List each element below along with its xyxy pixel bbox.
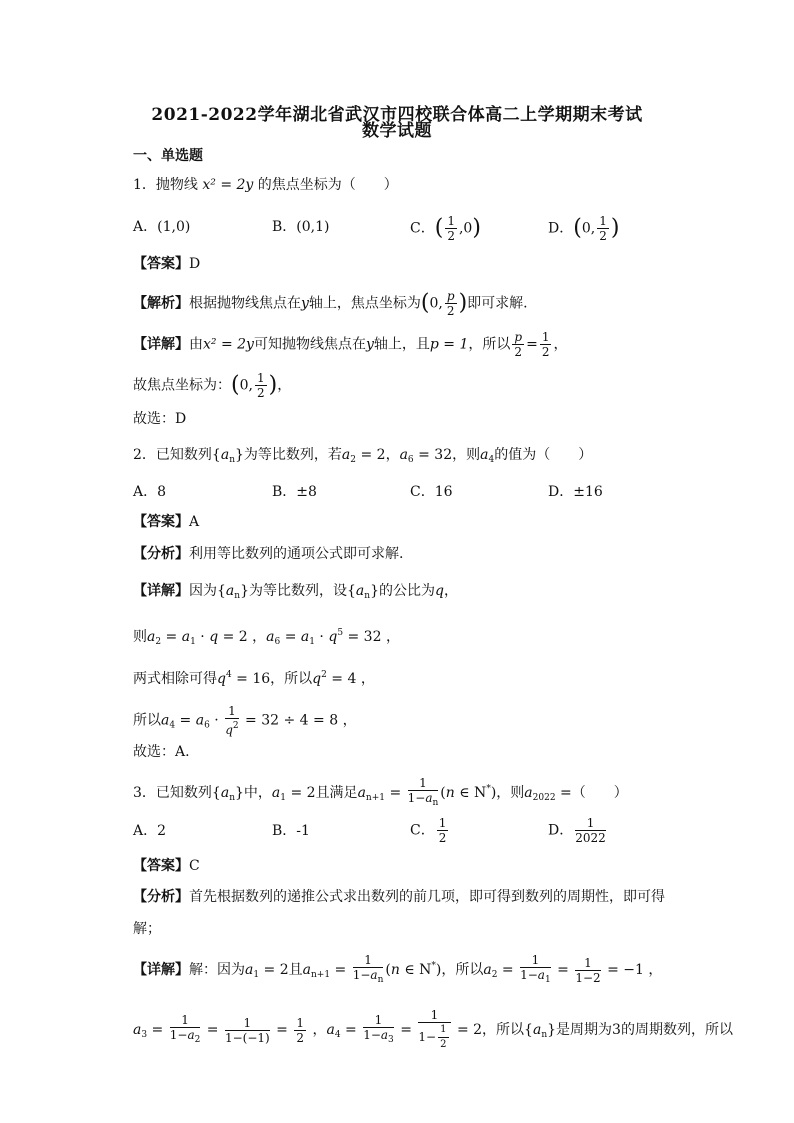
q3-analysis-tag: 【分析】: [133, 889, 189, 905]
q3-answer-value: C: [189, 858, 200, 874]
q2-stem-text-a: 2．已知数列: [133, 447, 212, 463]
q3-detail-end2: 是周期为3的周期数列，所以: [556, 1022, 733, 1038]
q1-analysis-y: y: [301, 295, 309, 312]
q2-detail-text-b: 为等比数列，设: [249, 583, 347, 599]
q2-option-a: A．8: [133, 484, 167, 500]
q2-so-text: 所以: [133, 712, 161, 729]
q3-detail-text-c: ，所以: [441, 962, 484, 978]
q1-choose: 故选：D: [133, 411, 187, 427]
q1-option-d-label: D．: [548, 220, 574, 237]
section-heading: 一、单选题: [133, 148, 203, 164]
q2-stem-text-d: ，则: [452, 447, 481, 463]
q3-option-c: C． $\frac{1}{2}$: [410, 816, 447, 845]
q2-stem-text-c: ，: [385, 447, 400, 463]
q1-detail-text-c: 轴上，且: [373, 336, 430, 353]
q3-stem-text-b: 中，: [243, 785, 272, 801]
q3-stem-text-a: 3．已知数列: [133, 785, 212, 801]
q1-option-c-label: C．: [410, 220, 435, 237]
q1-stem: [133, 174, 398, 196]
q3-detail-tag: 【详解】: [133, 962, 189, 978]
q3-detail-text-a: 解：因为: [189, 962, 245, 978]
q1-analysis-tag: 【解析】: [133, 295, 189, 312]
q3-stem-text-e: =（ ）: [560, 785, 628, 801]
q3-detail-text-b: 且: [288, 962, 303, 978]
doc-subtitle: [0, 116, 794, 141]
q3-option-d-label: D．: [548, 822, 574, 839]
q2-so: 所以$a_4 = a_6$ · $\frac{1}{q^2}$ = 32 ÷ 4 = 8 ，: [133, 704, 357, 737]
q2-stem-text-e: 的值为（ ）: [494, 447, 593, 463]
q1-detail-text-d: ，所以: [468, 336, 511, 353]
q2-then: 则$a_2 = a_1 \cdot q = 2$ ，$a_6 = a_1 \cdot q^5 = 32$ ，: [133, 628, 400, 647]
q2-then-text: 则: [133, 629, 147, 645]
q2-analysis-text: 利用等比数列的通项公式即可求解.: [189, 546, 404, 562]
q1-detail-y: y: [365, 336, 374, 353]
q3-option-b: B．-1: [272, 823, 310, 839]
q3-analysis: [133, 886, 665, 908]
q2-detail-text-c: 的公比为: [379, 583, 435, 599]
q2-divide-text-b: ，所以: [270, 671, 313, 687]
q1-detail: 【详解】由x² = 2y可知抛物线焦点在y轴上，且p = 1，所以 $\frac{p}{2}$ = $\frac{1}{2}$ ，: [133, 330, 568, 359]
q2-stem-text-b: 为等比数列，若: [243, 447, 342, 463]
q1-option-a-label: A．: [133, 219, 158, 235]
q3-detail-cont: $a_3$ = $\frac{1}{1-a_2}$ = $\frac{1}{1-(-1)}$ = $\frac{1}{2}$ ，$a_4$ = $\frac{1}{1-a_3}$ = 1 1− $\frac{1}{2}$ = 2，所以$\{a_n\}$是周期为3的周期数列，所以: [133, 1008, 733, 1050]
q2-divide-text-a: 两式相除可得: [133, 671, 217, 687]
q3-answer-tag: 【答案】: [133, 858, 189, 874]
doc-title: 2021-2022学年湖北省武汉市四校联合体高二上学期期末考试: [151, 105, 643, 125]
q2-choose: 故选：A.: [133, 744, 190, 760]
q1-detail-equation: x² = 2y: [203, 336, 254, 353]
subtitle-text: 数学试题: [362, 121, 432, 141]
q1-answer: [133, 253, 200, 275]
q1-option-c: C．( $\frac{1}{2}$ ,0): [410, 214, 481, 243]
q1-stem-equation: x² = 2y: [202, 177, 254, 193]
q1-stem-text-b: 的焦点坐标为（ ）: [257, 177, 398, 193]
q2-stem: 2．已知数列$\{a_n\}$为等比数列，若$a_2 = 2$，$a_6 = 32$，则$a_4$的值为（ ）: [133, 447, 593, 465]
q1-stem-text-a: 1．抛物线: [133, 177, 198, 193]
q3-option-c-label: C．: [410, 822, 435, 839]
q3-stem-text-c: 且满足: [315, 785, 358, 801]
q3-option-a: A．2: [133, 823, 167, 839]
q3-stem-text-d: ，则: [496, 785, 525, 801]
q2-option-d: D．±16: [548, 484, 603, 500]
q1-detail-text-b: 可知抛物线焦点在: [253, 336, 366, 353]
q3-analysis-cont: 解；: [133, 921, 161, 937]
q3-analysis-text-1: 首先根据数列的递推公式求出数列的前几项，即可得到数列的周期性，即可得: [189, 889, 665, 905]
q3-detail: 【详解】解：因为$a_1 = 2$且$a_{n+1}$ = $\frac{1}{1-a_n}$ (n ∈ N*)，所以$a_2$ = $\frac{1}{1-a_1}$ = $\frac{1}{1-2}$ = −1 ，: [133, 953, 663, 985]
q1-option-d: D．(0, $\frac{1}{2}$ ): [548, 214, 620, 243]
q2-answer-tag: 【答案】: [133, 514, 189, 530]
q3-stem: 3．已知数列$\{a_n\}$中，$a_1 = 2$且满足$a_{n+1}$ = $\frac{1}{1-a_n}$ (n ∈ N*)，则$a_{2022}$ =（ ）: [133, 776, 628, 808]
q2-analysis: [133, 543, 403, 565]
q2-detail-text-a: 因为: [189, 583, 217, 599]
q1-option-a: [133, 216, 190, 238]
q1-focus: 故焦点坐标为：(0, $\frac{1}{2}$ )，: [133, 371, 292, 400]
q1-option-b-label: B．: [272, 219, 297, 235]
q2-answer: [133, 511, 199, 533]
q1-option-b-value: (0,1): [296, 219, 330, 235]
q2-detail: 【详解】因为$\{a_n\}$为等比数列，设$\{a_n\}$的公比为q，: [133, 583, 458, 601]
q2-detail-tag: 【详解】: [133, 583, 189, 599]
q1-answer-value: D: [189, 256, 201, 272]
q1-analysis-text-b: 轴上，焦点坐标为: [308, 295, 421, 312]
q2-analysis-tag: 【分析】: [133, 546, 189, 562]
q1-option-b: [272, 216, 330, 238]
q3-option-d: D． $\frac{1}{2022}$: [548, 816, 606, 845]
q1-detail-text-a: 由: [189, 336, 203, 353]
q1-option-a-value: (1,0): [157, 219, 191, 235]
q1-detail-p: p = 1: [429, 336, 469, 353]
q3-answer: [133, 855, 200, 877]
q1-focus-text: 故焦点坐标为：: [133, 377, 231, 394]
q3-detail-end: ，所以: [482, 1022, 525, 1038]
q1-analysis-text-a: 根据抛物线焦点在: [189, 295, 301, 312]
q1-answer-tag: 【答案】: [133, 256, 189, 272]
q1-detail-tag: 【详解】: [133, 336, 189, 353]
q2-option-b: B．±8: [272, 484, 317, 500]
q1-analysis: 【解析】根据抛物线焦点在y轴上，焦点坐标为(0, $\frac{p}{2}$ )即可求解.: [133, 289, 528, 318]
q1-analysis-text-c: 即可求解.: [467, 295, 528, 312]
q2-divide: 两式相除可得$q^4 = 16$，所以$q^2 = 4$ ，: [133, 670, 375, 687]
q2-option-c: C．16: [410, 484, 453, 500]
q2-answer-value: A: [189, 514, 200, 530]
